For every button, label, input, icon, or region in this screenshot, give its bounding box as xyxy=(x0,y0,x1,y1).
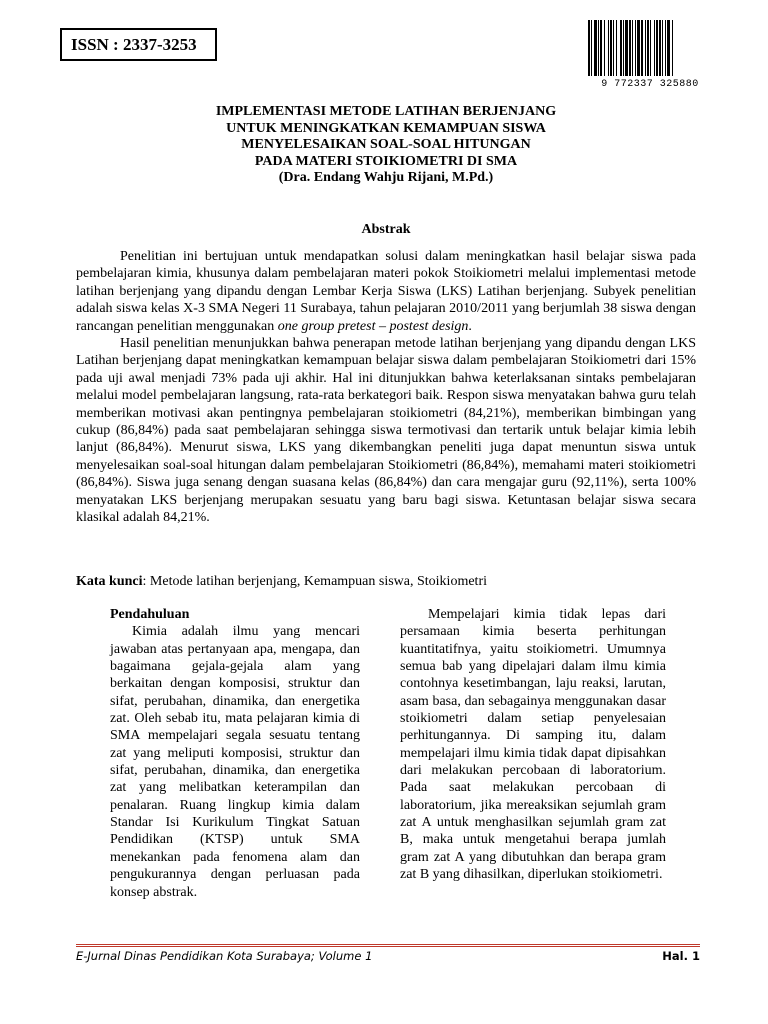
keywords xyxy=(76,573,696,590)
title-line-2: UNTUK MENINGKATKAN KEMAMPUAN SISWA xyxy=(226,120,546,136)
keywords-text: : Metode latihan berjenjang, Kemampuan siswa, Stoikiometri xyxy=(142,574,487,589)
article-title xyxy=(76,104,696,187)
abstract-heading: Abstrak xyxy=(361,222,411,237)
abstract-p1-end: . xyxy=(468,318,472,334)
footer-rule xyxy=(76,944,700,947)
page-footer xyxy=(76,949,700,963)
abstract-paragraph-1 xyxy=(76,248,696,335)
page-number: Hal. 1 xyxy=(662,949,700,963)
intro-left-column xyxy=(110,606,360,901)
journal-name: E-Jurnal Dinas Pendidikan Kota Surabaya; Volume 1 xyxy=(76,949,373,963)
issn-text: ISSN : 2337-3253 xyxy=(71,34,197,54)
barcode-number: 9 772337 325880 xyxy=(601,79,699,90)
title-line-4: PADA MATERI STOIKIOMETRI DI SMA xyxy=(254,153,518,169)
intro-right-paragraph: Mempelajari kimia tidak lepas dari persamaan kimia beserta perhitungan kuantitatifnya, yaitu stoikiometri. Umumnya semua bab yang dipelajari dalam ilmu kimia contohnya kesetimbangan, laju reaksi, larutan, asam basa, dan sebagainya menggunakan dasar stoikiometri dalam setiap penyelesaian perhitungannya. Di samping itu, dalam mempelajari ilmu kimia tidak dapat dipisahkan dari melakukan percobaan di laboratorium. Pada saat melakukan percobaan di laboratorium, jika mereaksikan sejumlah gram zat A untuk menghasilkan sejumlah gram zat B, maka untuk mengetahui berapa jumlah gram zat A yang dibutuhkan dan berapa gram zat B yang dihasilkan, diperlukan stoikiometri. xyxy=(400,607,666,883)
barcode-icon xyxy=(580,18,720,78)
intro-left-paragraph: Kimia adalah ilmu yang mencari jawaban atas pertanyaan apa, mengapa, dan bagaimana gejala-gejala alam yang berkaitan dengan komposisi, struktur dan sifat, perubahan, dinamika, dan energetika zat. Oleh sebab itu, mata pelajaran kimia di SMA mempelajari segala sesuatu tentang zat yang meliputi komposisi, struktur dan sifat, perubahan, dinamika, dan energetika zat yang melibatkan keterampilan dan penalaran. Ruang lingkup kimia dalam Standar Isi Kurikulum Tingkat Satuan Pendidikan (KTSP) untuk SMA menekankan pada fenomena alam dan pengukurannya dengan perluasan pada konsep abstrak. xyxy=(110,624,360,900)
barcode xyxy=(580,18,720,94)
abstract-p1-design: one group pretest – postest design xyxy=(277,318,469,334)
keywords-label: Kata kunci xyxy=(76,574,143,589)
intro-right-column xyxy=(400,606,666,884)
title-line-3: MENYELESAIKAN SOAL-SOAL HITUNGAN xyxy=(241,137,531,152)
author-line: (Dra. Endang Wahju Rijani, M.Pd.) xyxy=(278,170,494,185)
abstract-paragraph-2: Hasil penelitian menunjukkan bahwa penerapan metode latihan berjenjang yang dipandu dengan LKS Latihan berjenjang dapat meningkatkan kemampuan belajar siswa dalam pembelajaran Stoikiometri dari 15% pada uji awal menjadi 73% pada uji akhir. Hal ini ditunjukkan bahwa keterlaksanan sintaks pembelajaran melalui model pembelajaran langsung, rata-rata berkategori baik. Respon siswa menyatakan bahwa guru telah memberikan motivasi akan pentingnya pembelajaran stoikiometri (84,21%), memberikan bimbingan yang cukup (86,84%) pada saat pembelajaran sehingga siswa termotivasi dan tertarik untuk belajar kimia lebih lanjut (86,84%). Menurut siswa, LKS yang dikembangkan peneliti juga dapat menuntun siswa untuk menyelesaikan soal-soal hitungan dalam pembelajaran Stoikiometri (86,84%), memahami materi stoikiometri (86,84%). Siswa juga senang dengan suasana kelas (86,84%) dan cara mengajar guru (92,11%), serta 100% menyatakan LKS berjenjang merupakan sesuatu yang baru bagi siswa. Ketuntasan belajar siswa secara klasikal adalah 84,21%. xyxy=(76,336,696,526)
abstract-p1-text: Penelitian ini bertujuan untuk mendapatkan solusi dalam meningkatkan hasil belajar siswa pada pembelajaran kimia, khusunya dalam pembelajaran materi pokok Stoikiometri melalui implementasi metode latihan berjenjang yang dipandu dengan Lembar Kerja Siswa (LKS) Latihan berjenjang. Subyek penelitian adalah siswa kelas X-3 SMA Negeri 11 Surabaya, tahun pelajaran 2010/2011 yang berjumlah 38 siswa dengan rancangan penelitian menggunakan xyxy=(76,249,696,334)
intro-heading: Pendahuluan xyxy=(110,607,190,622)
abstract-body xyxy=(76,248,696,527)
issn-box xyxy=(60,28,217,61)
title-line-1: IMPLEMENTASI METODE LATIHAN BERJENJANG xyxy=(215,104,557,119)
